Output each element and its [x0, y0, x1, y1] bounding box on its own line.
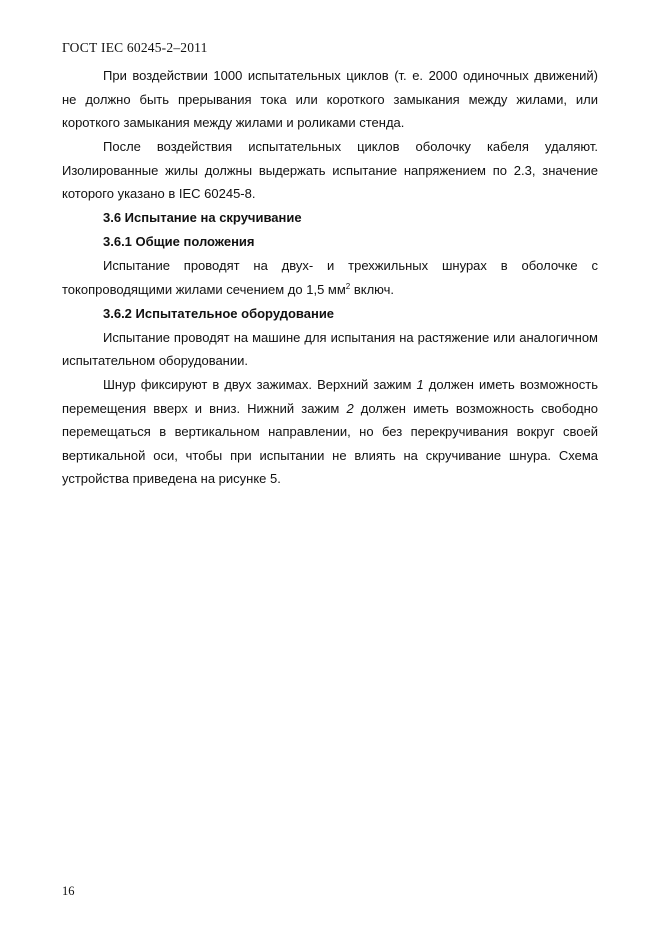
page-number: 16: [62, 884, 75, 898]
paragraph-general-provisions: [62, 254, 598, 301]
paragraph-clamps: [62, 373, 598, 491]
paragraph-sheath-removal: После воздействия испытательных циклов оболочку кабеля удаляют. Изолированные жилы должны выдержать испытание напряжением по 2.3, значение которого указано в IEC 60245-8.: [62, 139, 598, 201]
paragraph-general-text: Испытание проводят на двух- и трехжильных шнурах в оболочке с токопроводящими жилами сечением до 1,5 мм: [62, 258, 598, 297]
paragraph-general-suffix: включ.: [350, 281, 395, 297]
page-header-doc-id: ГОСТ IEC 60245-2–2011: [62, 40, 208, 55]
clamp-number-2: 2: [346, 400, 354, 416]
clamps-text-c: должен иметь возможность свободно перемещаться в вертикальном направлении, но без перекручивания вокруг своей вертикальной оси, чтобы при испытании не влиять на скручивание шнура. Схема устройства приведена на рисунке 5.: [62, 400, 598, 486]
document-body: [62, 64, 598, 491]
clamps-text-a: Шнур фиксируют в двух зажимах. Верхний зажим: [103, 377, 417, 392]
paragraph-test-cycles: При воздействии 1000 испытательных циклов (т. е. 2000 одиночных движений) не должно быть прерывания тока или короткого замыкания между жилами, или короткого замыкания между жилами и роликами стенда.: [62, 68, 598, 130]
section-heading-3-6-1: 3.6.1 Общие положения: [103, 234, 255, 249]
clamps-text-b: должен иметь возможность перемещения вверх и вниз. Нижний зажим: [62, 377, 598, 416]
section-heading-3-6: 3.6 Испытание на скручивание: [103, 210, 302, 225]
clamp-number-1: 1: [416, 377, 424, 392]
section-heading-3-6-2: 3.6.2 Испытательное оборудование: [103, 305, 335, 321]
paragraph-test-equipment: Испытание проводят на машине для испытания на растяжение или аналогичном испытательном оборудовании.: [62, 329, 598, 368]
superscript-squared: 2: [345, 281, 351, 291]
